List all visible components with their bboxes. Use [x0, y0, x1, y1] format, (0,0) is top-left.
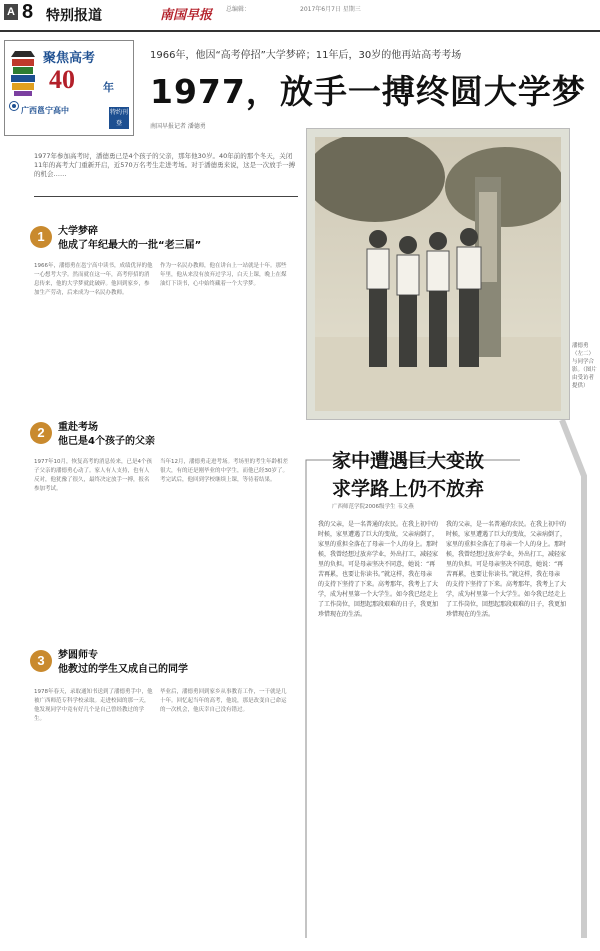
section-title: 特别报道 — [46, 8, 102, 24]
section-1-heading: 大学梦碎 — [58, 226, 98, 237]
photo-frame — [306, 128, 570, 420]
page-header — [0, 0, 600, 32]
badge-number: 40 — [49, 65, 75, 94]
group-photo — [315, 137, 561, 411]
section-2-column-2: 当年12月，潘德勇走进考场。考场里的考生年龄相差很大，有的还是刚毕业的中学生，而他已经30岁了。考完试后，他回到学校继续上课，等待着结果。 — [160, 459, 289, 483]
section-3-number: 3 — [30, 650, 52, 672]
section-3-column-2: 毕业后，潘德勇回到家乡从事教育工作，一干就是几十年。回忆起当年的高考，他说，那是改变自己命运的一次机会，他庆幸自己没有错过。 — [160, 689, 287, 713]
section-1-column-1: 1966年，潘德勇在邕宁高中读书，成绩优异的他一心想考大学。然而就在这一年，高考停招的消息传来，他的大学梦就此破碎。他回到家乡，参加生产劳动，后来成为一名民办教师。 — [34, 263, 153, 296]
lead-divider — [34, 196, 298, 197]
article-byline: 南国早报记者 潘德勇 — [150, 123, 206, 130]
photo-caption: 潘德勇（左二）与同学合影。（图片由受访者提供） — [572, 343, 597, 389]
page-number: 8 — [22, 1, 34, 23]
badge-focus: 聚焦高考 — [43, 51, 96, 66]
article-lead: 1977年参加高考时，潘德勇已是4个孩子的父亲，那年他30岁。40年前的那个冬天，关闭11年的高考大门重新开启，近570万名考生走进考场。对于潘德勇来说，这是一次放手一搏的机会…… — [34, 152, 296, 178]
section-2-column-1: 1977年10月，恢复高考的消息传来，已是4个孩子父亲的潘德勇心动了。家人有人支持，也有人反对，他犹豫了很久，最终决定放手一搏，报名参加考试。 — [34, 459, 152, 492]
badge-tag: 特约刊登 — [109, 109, 128, 127]
article-title: 1977，放手一搏终圆大学梦 — [150, 72, 586, 111]
sidebar-author: 广西师范学院2006级学生 韦文燕 — [332, 504, 414, 510]
books-icon — [9, 45, 37, 97]
sidebar-body-cont: 我的父亲，是一名普通的农民。在我上初中的时候，家里遭遇了巨大的变故，父亲病倒了，家里的重担全落在了母亲一个人的身上。那时候，我曾经想过放弃学业，外出打工，减轻家里的负担。可是母亲坚决不同意，她说：“再苦再累，也要让你读书。”就这样，我在母亲的支持下坚持了下来。高考那年，我考上了大学，成为村里第一个大学生。如今我已经走上了工作岗位，回想起那段艰难的日子，我更加珍惜现在的生活。 — [446, 521, 566, 618]
sidebar-title-line1: 家中遭遇巨大变故 — [332, 450, 485, 472]
section-2-subheading: 他已是4个孩子的父亲 — [58, 436, 155, 447]
section-1-number: 1 — [30, 226, 52, 248]
article-subhead: 1966年，他因“高考停招”大学梦碎；11年后，30岁的他再站高考考场 — [150, 50, 462, 61]
badge-unit: 年 — [103, 81, 114, 94]
section-2-number: 2 — [30, 422, 52, 444]
header-meta-left: 总编辑： — [226, 6, 251, 13]
section-2-heading: 重赴考场 — [58, 422, 98, 433]
badge-sponsor: 广西邕宁高中 — [21, 106, 69, 115]
school-logo-icon — [9, 101, 19, 111]
header-meta-right: 2017年6月7日 星期三 — [300, 6, 361, 13]
paper-name: 南国早报 — [160, 8, 213, 23]
gaokao-40-badge — [4, 40, 134, 136]
sidebar-body: 我的父亲，是一名普通的农民。在我上初中的时候，家里遭遇了巨大的变故，父亲病倒了，家里的重担全落在了母亲一个人的身上。那时候，我曾经想过放弃学业，外出打工，减轻家里的负担。可是母亲坚决不同意，她说：“再苦再累，也要让你读书。”就这样，我在母亲的支持下坚持了下来。高考那年，我考上了大学，成为村里第一个大学生。如今我已经走上了工作岗位，回想起那段艰难的日子，我更加珍惜现在的生活。 — [318, 521, 438, 618]
sidebar-title-line2: 求学路上仍不放弃 — [332, 478, 485, 500]
section-1-subheading: 他成了年纪最大的一批“老三届” — [58, 240, 202, 251]
section-1-column-2: 作为一名民办教师，他在讲台上一站就是十年。那些年里，他从来没有放弃过学习，白天上课，晚上在煤油灯下读书，心中始终藏着一个大学梦。 — [160, 263, 287, 287]
section-3-column-1: 1978年春天，录取通知书送到了潘德勇手中，他被广西师范专科学校录取。走进校园的那一天，他发现同学中竟有好几个是自己曾经教过的学生。 — [34, 689, 153, 722]
section-letter: A — [4, 4, 18, 20]
section-3-heading: 梦圆师专 — [58, 650, 98, 661]
section-3-subheading: 他教过的学生又成自己的同学 — [58, 664, 188, 675]
